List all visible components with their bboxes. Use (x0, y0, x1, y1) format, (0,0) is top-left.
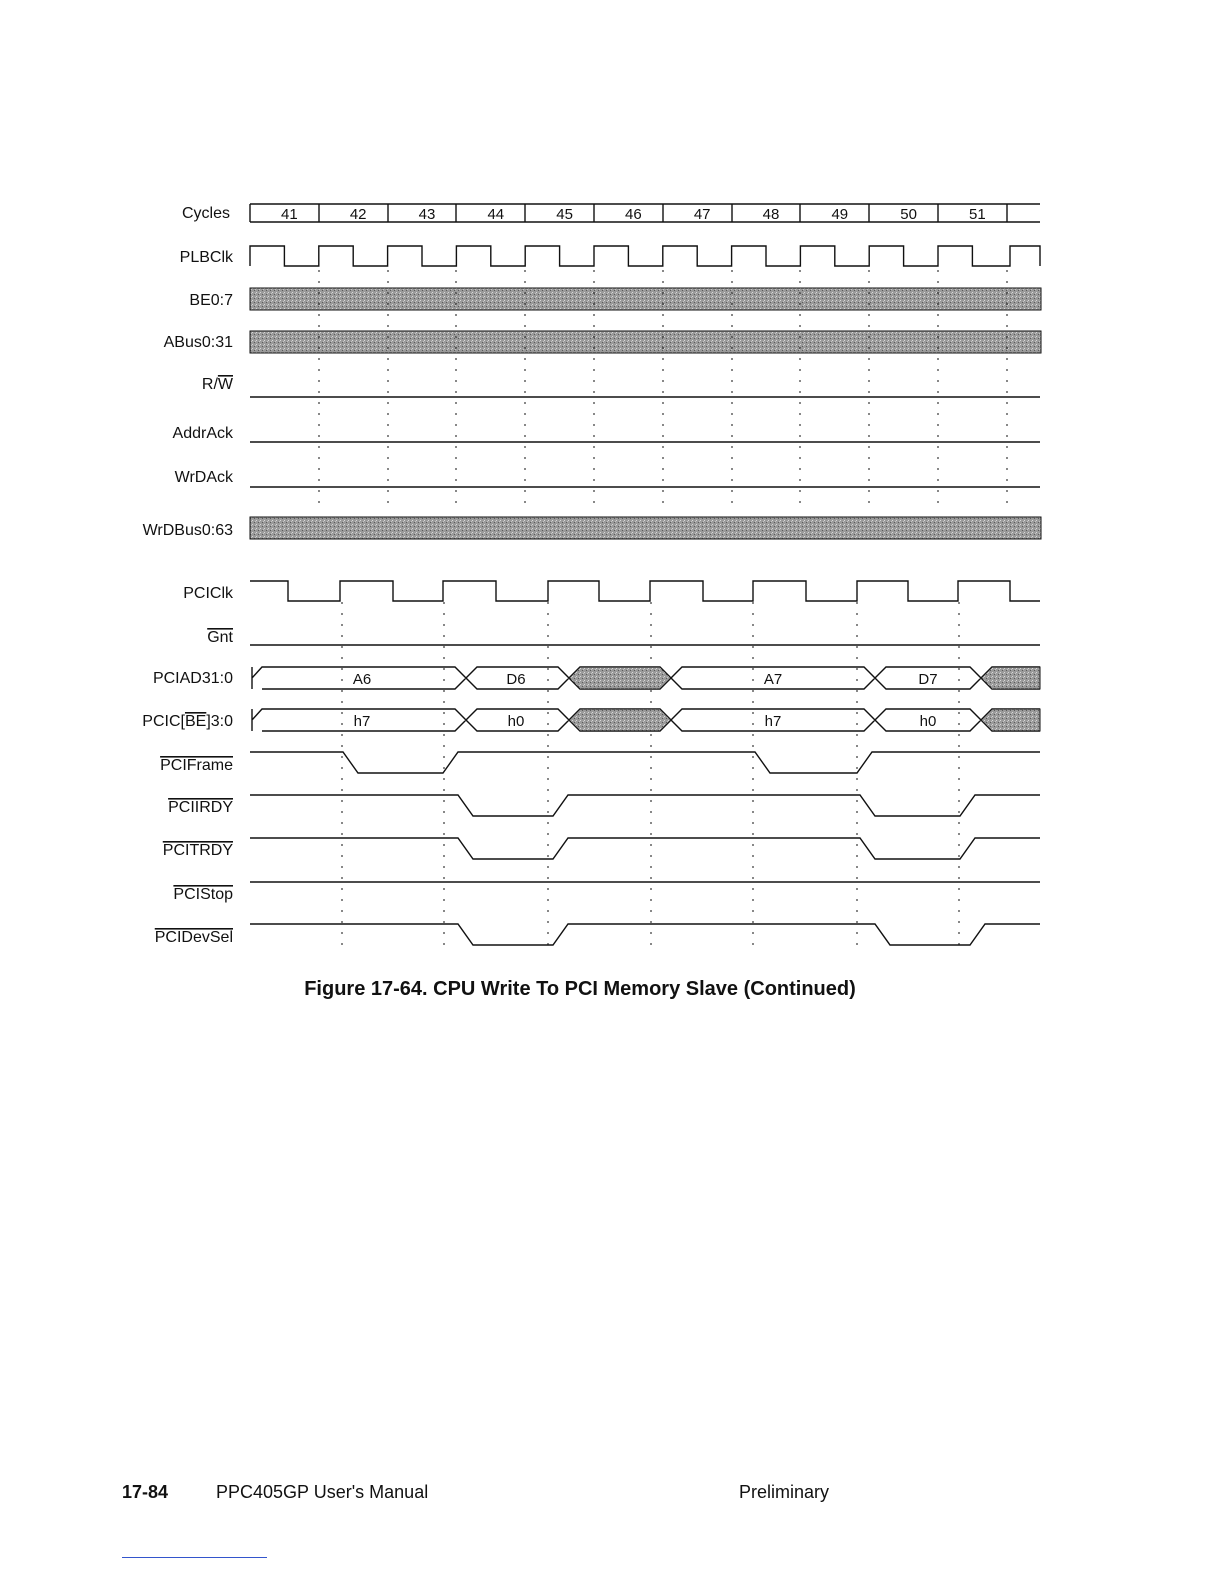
pciclk-waveform (250, 581, 1040, 601)
cycle-label: 50 (900, 206, 917, 223)
label-pciad: PCIAD31:0 (152, 670, 233, 687)
pcidevsel-waveform (250, 924, 1040, 945)
pcic-hatch-2 (981, 709, 1040, 731)
label-pciirdy: PCIIRDY (168, 799, 233, 816)
pciad-value-a7: A7 (763, 671, 783, 688)
abus-bus-hatched (250, 331, 1041, 353)
pciad-hatch-1 (569, 667, 671, 689)
label-addrack: AddrAck (172, 425, 233, 442)
footer-page-number: 17-84 (122, 1482, 169, 1502)
pcitrdy-waveform (250, 838, 1040, 859)
footer-status: Preliminary (739, 1482, 830, 1502)
label-pcidevsel: PCIDevSel (154, 929, 233, 946)
pciad-bus (252, 667, 1040, 689)
label-rw-bar: W (217, 376, 233, 393)
label-pcic-bar: BE (184, 713, 207, 730)
pci-cycle-ticks (342, 602, 959, 948)
be-bus-hatched (250, 288, 1041, 310)
label-wrdbus: WrDBus0:63 (142, 522, 233, 539)
footer-manual-title: PPC405GP User's Manual (216, 1482, 429, 1502)
signal-labels (142, 205, 234, 946)
pcic-value-h0-a: h0 (507, 713, 525, 730)
cycle-label: 47 (693, 206, 711, 223)
pciad-value-a6: A6 (352, 671, 372, 688)
pcic-value-h0-b: h0 (919, 713, 937, 730)
label-rw (202, 376, 234, 393)
pciad-value-d7: D7 (918, 671, 938, 688)
cycle-label: 45 (556, 206, 573, 223)
pcic-hatch-1 (569, 709, 671, 731)
cycle-label: 51 (969, 206, 986, 223)
cycle-labels (281, 206, 986, 223)
footer-rule (122, 1557, 267, 1558)
label-wrdack: WrDAck (174, 469, 233, 486)
label-be: BE0:7 (189, 292, 233, 309)
wrdbus-bus-hatched (250, 517, 1041, 539)
cycle-label: 46 (625, 206, 642, 223)
cycles-row (250, 204, 1040, 223)
cycle-label: 49 (831, 206, 849, 223)
label-pcistop: PCIStop (173, 886, 233, 903)
cycle-label: 48 (762, 206, 780, 223)
cycle-label: 43 (418, 206, 436, 223)
label-pcitrdy: PCITRDY (162, 842, 233, 859)
label-pciclk: PCIClk (183, 585, 233, 602)
pciad-value-d6: D6 (506, 671, 526, 688)
pciad-hatch-2 (981, 667, 1040, 689)
label-pciframe: PCIFrame (160, 757, 233, 774)
label-gnt: Gnt (207, 629, 233, 646)
label-pcic (142, 713, 233, 730)
pcic-bus (252, 709, 1040, 731)
label-cycles: Cycles (181, 205, 230, 222)
label-pcic-suffix: ]3:0 (206, 713, 233, 730)
pciirdy-waveform (250, 795, 1040, 816)
plbclk-waveform (250, 246, 1040, 266)
pcic-value-h7-a: h7 (353, 713, 371, 730)
label-rw-prefix: R/ (201, 376, 218, 393)
label-pcic-prefix: PCIC[ (142, 713, 185, 730)
cycle-label: 44 (487, 206, 505, 223)
pciframe-waveform (250, 752, 1040, 773)
figure-caption: Figure 17-64. CPU Write To PCI Memory Slave (Continued) (304, 978, 856, 1000)
cycle-label: 41 (281, 206, 298, 223)
label-plbclk: PLBClk (179, 249, 233, 266)
cycle-label: 42 (349, 206, 367, 223)
label-abus: ABus0:31 (163, 334, 233, 351)
cycles-frame (250, 204, 1040, 222)
pcic-value-h7-b: h7 (764, 713, 782, 730)
